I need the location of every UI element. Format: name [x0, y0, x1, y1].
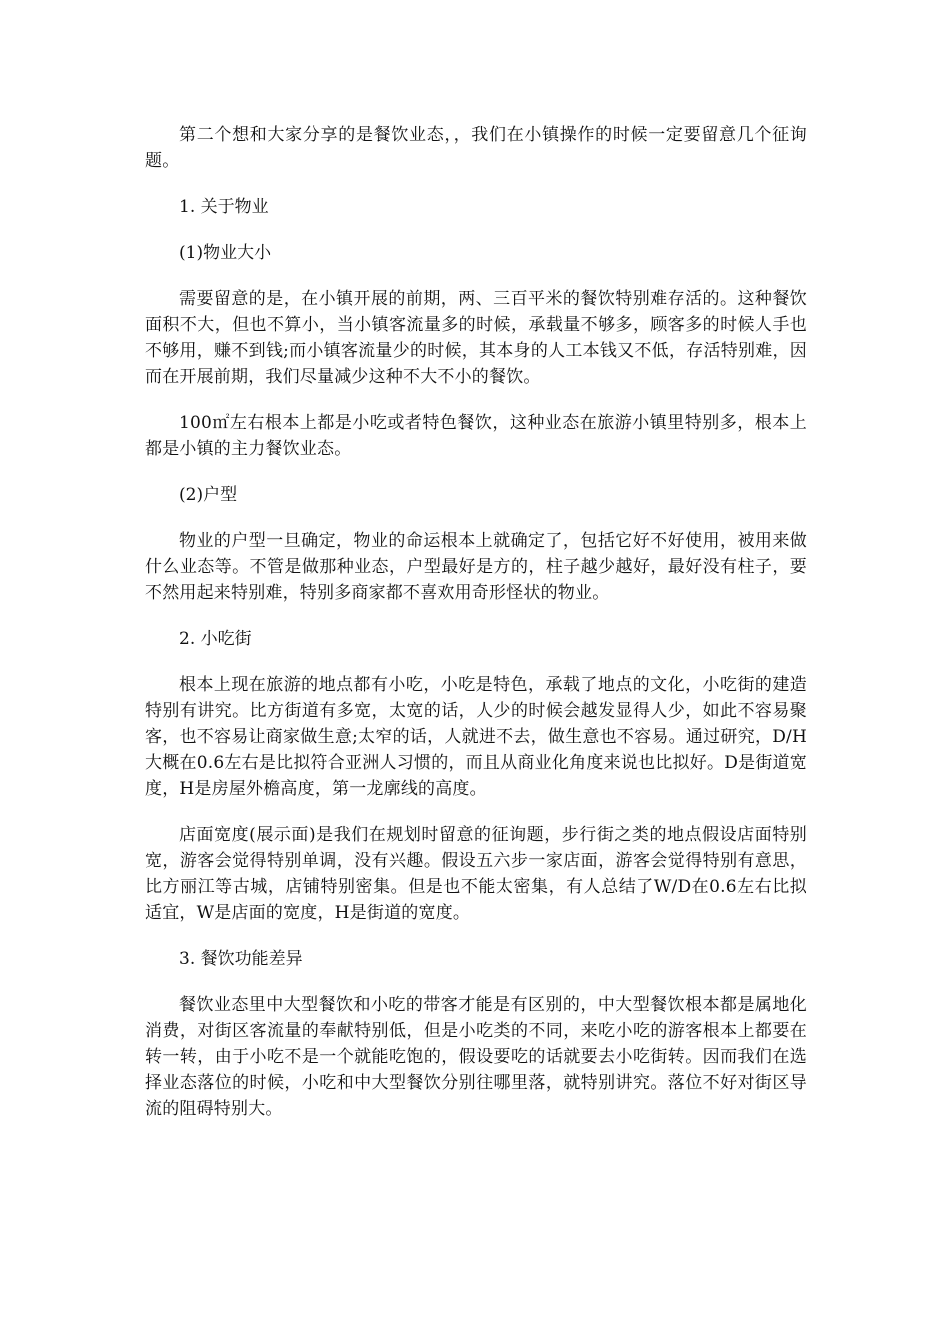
- heading-property: 1. 关于物业: [179, 197, 269, 217]
- paragraph-property-size: 需要留意的是，在小镇开展的前期，两、三百平米的餐饮特别难存活的。这种餐饮面积不大，但也不算小，当小镇客流量多的时候，承载量不够多，顾客多的时候人手也不够用，赚不到钱;而小镇客流量少的时候，其本身的人工本钱又不低，存活特别难，因而在开展前期，我们尽量减少这种不大不小的餐饮。: [145, 289, 807, 387]
- paragraph-snack-size: 100㎡左右根本上都是小吃或者特色餐饮，这种业态在旅游小镇里特别多，根本上都是小镇的主力餐饮业态。: [145, 413, 807, 459]
- document-body: [145, 122, 807, 1142]
- paragraph-dining-function: 餐饮业态里中大型餐饮和小吃的带客才能是有区别的，中大型餐饮根本都是属地化消费，对街区客流量的奉献特别低，但是小吃类的不同，来吃小吃的游客根本上都要在转一转，由于小吃不是一个就能吃饱的，假设要吃的话就要去小吃街转。因而我们在选择业态落位的时候，小吃和中大型餐饮分别往哪里落，就特别讲究。落位不好对街区导流的阻碍特别大。: [145, 995, 807, 1119]
- paragraph-layout: 物业的户型一旦确定，物业的命运根本上就确定了，包括它好不好使用，被用来做什么业态等。不管是做那种业态，户型最好是方的，柱子越少越好，最好没有柱子，要不然用起来特别难，特别多商家都不喜欢用奇形怪状的物业。: [145, 531, 807, 603]
- paragraph-snack-street: 根本上现在旅游的地点都有小吃，小吃是特色，承载了地点的文化，小吃街的建造特别有讲究。比方街道有多宽，太宽的话，人少的时候会越发显得人少，如此不容易聚客，也不容易让商家做生意;太窄的话，人就进不去，做生意也不容易。通过研究，D/H大概在0.6左右是比拟符合亚洲人习惯的，而且从商业化角度来说也比拟好。D是街道宽度，H是房屋外檐高度，第一龙廓线的高度。: [145, 675, 807, 799]
- paragraph-intro: 第二个想和大家分享的是餐饮业态，，我们在小镇操作的时候一定要留意几个征询题。: [145, 125, 807, 171]
- heading-snack-street: 2. 小吃街: [179, 629, 252, 649]
- subheading-layout: (2)户型: [179, 485, 238, 505]
- subheading-property-size: (1)物业大小: [179, 243, 272, 263]
- paragraph-storefront-width: 店面宽度(展示面)是我们在规划时留意的征询题，步行街之类的地点假设店面特别宽，游客会觉得特别单调，没有兴趣。假设五六步一家店面，游客会觉得特别有意思，比方丽江等古城，店铺特别密集。但是也不能太密集，有人总结了W/D在0.6左右比拟适宜，W是店面的宽度，H是街道的宽度。: [145, 825, 807, 923]
- heading-dining-function: 3. 餐饮功能差异: [179, 949, 303, 969]
